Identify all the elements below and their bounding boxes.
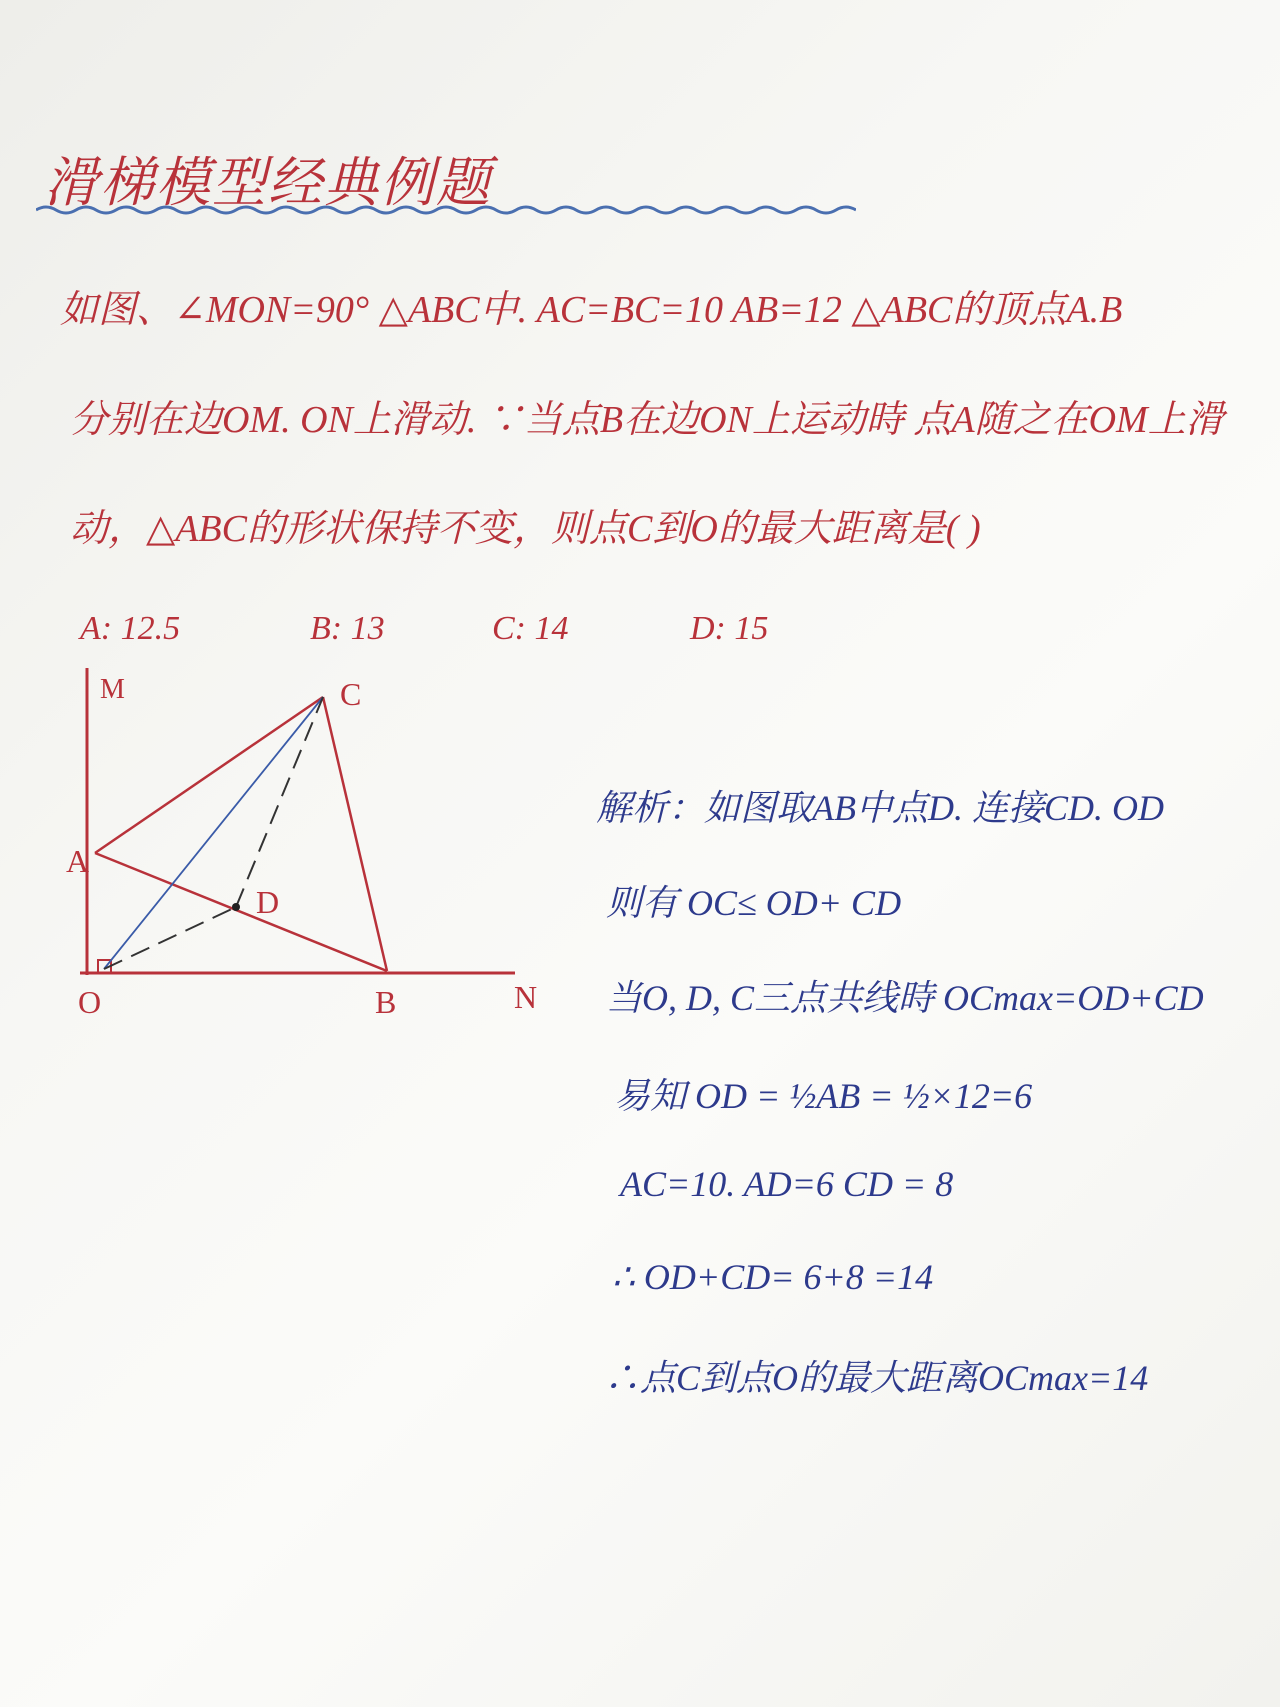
option-d: D: 15	[690, 610, 769, 647]
segment-ac	[95, 697, 323, 853]
label-d: D	[256, 884, 280, 920]
point-d	[232, 903, 240, 911]
label-m: M	[100, 674, 125, 705]
option-a: A: 12.5	[80, 610, 181, 647]
question-line-3: 动，△ABC的形状保持不变，则点C到O的最大距离是( )	[70, 508, 981, 550]
solution-line-7: ∴点C到点O的最大距离OCmax=14	[604, 1358, 1149, 1398]
label-n: N	[514, 979, 538, 1015]
solution-line-3: 当O, D, C三点共线時 OCmax=OD+CD	[606, 978, 1204, 1018]
label-c: C	[340, 676, 362, 712]
question-line-2: 分别在边OM. ON上滑动. ∵当点B在边ON上运动時 点A随之在OM上滑	[70, 399, 1224, 441]
solution-line-4: 易知 OD = ½AB = ½×12=6	[614, 1076, 1033, 1116]
label-o: O	[78, 984, 102, 1020]
option-c: C: 14	[492, 610, 569, 647]
page-title: 滑梯模型经典例题	[44, 151, 492, 214]
segment-od-dashed	[104, 907, 236, 969]
solution-line-6: ∴ OD+CD= 6+8 =14	[612, 1257, 934, 1297]
segment-dc-dashed	[236, 697, 323, 907]
segment-oc	[104, 697, 323, 969]
segment-cb	[323, 697, 387, 971]
label-a: A	[66, 843, 90, 879]
label-b: B	[375, 984, 397, 1020]
option-b: B: 13	[310, 610, 385, 647]
solution-line-5: AC=10. AD=6 CD = 8	[620, 1164, 954, 1204]
solution-line-2: 则有 OC≤ OD+ CD	[606, 883, 902, 923]
question-line-1: 如图、∠MON=90° △ABC中. AC=BC=10 AB=12 △ABC的顶点A.B	[60, 289, 1123, 331]
solution-line-1: 解析：如图取AB中点D. 连接CD. OD	[596, 788, 1164, 828]
